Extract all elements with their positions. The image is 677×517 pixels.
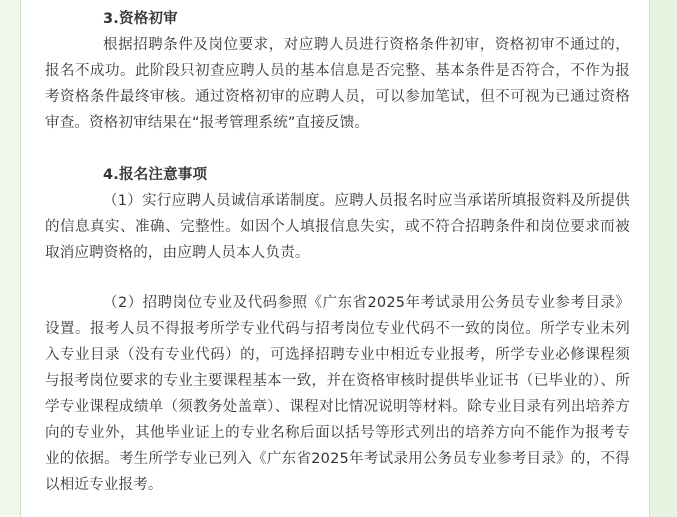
section-4-item-2: （2）招聘岗位专业及代码参照《广东省2025年考试录用公务员专业参考目录》设置。报考人员不得报考所学专业代码与招考岗位专业代码不一致的岗位。所学专业未列入专业目录（没有专业代码）的，可选择招聘专业中相近专业报考，所学专业必修课程须与报考岗位要求的专业主要课程基本一致，并在资格审核时提供毕业证书（已毕业的）、所学专业课程成绩单（须教务处盖章）、课程对比情况说明等材料。除专业目录有列出培养方向的专业外，其他毕业证上的专业名称后面以括号等形式列出的培养方向不能作为报考专业的依据。考生所学专业已列入《广东省2025年考试录用公务员专业参考目录》的，不得以相近专业报考。 [45, 295, 630, 493]
section-4-item-1: （1）实行应聘人员诚信承诺制度。应聘人员报名时应当承诺所填报资料及所提供的信息真实、准确、完整性。如因个人填报信息失实，或不符合招聘条件和岗位要求而被取消应聘资格的，由应聘人员本人负责。 [45, 193, 630, 261]
section-3-paragraph: 根据招聘条件及岗位要求，对应聘人员进行资格条件初审，资格初审不通过的，报名不成功。此阶段只初查应聘人员的基本信息是否完整、基本条件是否符合，不作为报考资格条件最终审核。通过资格初审的应聘人员，可以参加笔试，但不可视为已通过资格审查。资格初审结果在“报考管理系统”直接反馈。 [45, 37, 630, 131]
article-content [45, 6, 630, 498]
section-4-heading: 4.报名注意事项 [103, 167, 208, 183]
item-gap [45, 266, 630, 290]
section-3-heading: 3.资格初审 [103, 11, 178, 27]
section-gap [45, 136, 630, 162]
right-background-strip [650, 0, 677, 517]
article-panel [20, 0, 650, 517]
